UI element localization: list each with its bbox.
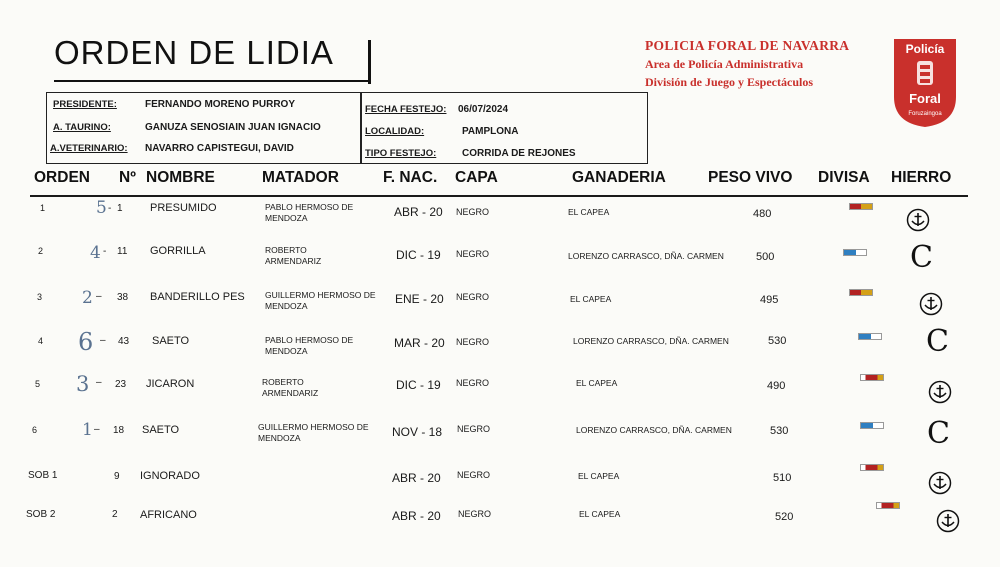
info-divider xyxy=(360,93,362,163)
row-orden: 6 xyxy=(32,425,38,435)
row-fnac: NOV - 18 xyxy=(392,425,443,439)
row-num: 43 xyxy=(118,336,130,347)
veterinario-label: A.VETERINARIO: xyxy=(50,143,128,154)
anchor-icon xyxy=(919,292,943,316)
header-hierro: HIERRO xyxy=(891,169,952,186)
tipo-label: TIPO FESTEJO: xyxy=(365,148,437,159)
header-num: Nº xyxy=(119,169,136,186)
anchor-icon xyxy=(928,471,952,495)
row-ganaderia: EL CAPEA xyxy=(578,471,620,481)
header-fnac: F. NAC. xyxy=(383,169,438,186)
row-matador: GUILLERMO HERMOSO DE MENDOZA xyxy=(258,422,369,443)
divisa-red-gold xyxy=(876,502,900,509)
row-capa: NEGRO xyxy=(456,378,490,388)
row-num: 18 xyxy=(113,425,125,436)
page-title: ORDEN DE LIDIA xyxy=(54,34,334,71)
taurino-value: GANUZA SENOSIAIN JUAN IGNACIO xyxy=(145,122,321,133)
header-peso: PESO VIVO xyxy=(708,169,793,186)
row-dash: - xyxy=(108,203,112,214)
row-peso: 500 xyxy=(756,251,775,263)
row-handwritten-order: 2 xyxy=(82,288,93,308)
row-handwritten-order: 5 xyxy=(96,198,107,218)
fecha-value: 06/07/2024 xyxy=(458,104,509,115)
row-num: 38 xyxy=(117,292,129,303)
row-orden: SOB 1 xyxy=(28,470,58,481)
row-handwritten-order: 3 xyxy=(76,372,90,396)
c-brand-icon: C xyxy=(910,240,933,275)
tipo-value: CORRIDA DE REJONES xyxy=(462,148,576,159)
row-capa: NEGRO xyxy=(456,207,490,217)
festejo-info-box xyxy=(46,92,648,164)
row-orden: 5 xyxy=(35,379,41,389)
row-handwritten-order: 1 xyxy=(82,420,93,440)
title-border-bottom xyxy=(54,80,371,82)
presidente-label: PRESIDENTE: xyxy=(53,99,117,110)
divisa-red-gold xyxy=(860,374,884,381)
header-nombre: NOMBRE xyxy=(146,169,215,186)
row-handwritten-order: 6 xyxy=(78,328,94,356)
svg-text:Foral: Foral xyxy=(909,91,941,106)
row-nombre: JICARON xyxy=(146,378,195,390)
row-dash: - xyxy=(103,246,107,257)
header-matador: MATADOR xyxy=(262,169,339,186)
row-peso: 530 xyxy=(768,335,787,347)
row-orden: 1 xyxy=(40,203,46,213)
row-dash: – xyxy=(100,335,106,346)
localidad-value: PAMPLONA xyxy=(462,126,519,137)
row-ganaderia: LORENZO CARRASCO, DÑA. CARMEN xyxy=(568,251,724,261)
fecha-label: FECHA FESTEJO: xyxy=(365,104,447,115)
divisa-blue-white xyxy=(843,249,867,256)
police-header xyxy=(645,38,849,90)
police-name: POLICIA FORAL DE NAVARRA xyxy=(645,38,850,53)
row-orden: 3 xyxy=(37,292,43,302)
row-fnac: DIC - 19 xyxy=(396,248,441,262)
row-ganaderia: EL CAPEA xyxy=(576,378,618,388)
svg-text:Policía: Policía xyxy=(905,42,945,56)
taurino-label: A. TAURINO: xyxy=(53,122,111,133)
row-nombre: AFRICANO xyxy=(140,509,197,521)
row-dash: – xyxy=(96,291,102,302)
row-nombre: SAETO xyxy=(142,424,180,436)
anchor-icon xyxy=(906,208,930,232)
police-badge-logo xyxy=(892,37,958,129)
row-peso: 490 xyxy=(767,380,786,392)
veterinario-value: NAVARRO CAPISTEGUI, DAVID xyxy=(145,143,294,154)
row-num: 23 xyxy=(115,379,127,390)
row-capa: NEGRO xyxy=(456,337,490,347)
c-brand-icon: C xyxy=(927,416,950,451)
divisa-blue-white xyxy=(860,422,884,429)
divisa-red-gold xyxy=(860,464,884,471)
header-capa: CAPA xyxy=(455,169,498,186)
row-matador: ROBERTO ARMENDARIZ xyxy=(262,377,319,398)
row-handwritten-order: 4 xyxy=(90,243,101,263)
row-orden: 2 xyxy=(38,246,44,256)
divisa-blue-white xyxy=(858,333,882,340)
row-fnac: MAR - 20 xyxy=(394,336,445,350)
row-nombre: PRESUMIDO xyxy=(150,202,217,214)
row-ganaderia: EL CAPEA xyxy=(568,207,610,217)
header-ganaderia: GANADERIA xyxy=(572,169,666,186)
row-capa: NEGRO xyxy=(457,470,491,480)
row-nombre: BANDERILLO PES xyxy=(150,291,245,303)
row-matador: PABLO HERMOSO DE MENDOZA xyxy=(265,202,354,223)
row-peso: 495 xyxy=(760,294,779,306)
row-num: 9 xyxy=(114,471,120,482)
svg-text:Foruzaingoa: Foruzaingoa xyxy=(908,111,942,117)
row-peso: 520 xyxy=(775,511,794,523)
row-peso: 530 xyxy=(770,425,789,437)
row-fnac: ABR - 20 xyxy=(392,509,441,523)
row-peso: 510 xyxy=(773,472,792,484)
row-nombre: GORRILLA xyxy=(150,245,206,257)
row-matador: GUILLERMO HERMOSO DE MENDOZA xyxy=(265,290,376,311)
row-capa: NEGRO xyxy=(456,249,490,259)
header-rule xyxy=(30,195,968,197)
row-capa: NEGRO xyxy=(458,509,492,519)
row-fnac: ABR - 20 xyxy=(392,471,441,485)
localidad-label: LOCALIDAD: xyxy=(365,126,425,137)
row-ganaderia: EL CAPEA xyxy=(570,294,612,304)
row-num: 1 xyxy=(117,203,123,214)
divisa-red-gold xyxy=(849,289,873,296)
row-ganaderia: LORENZO CARRASCO, DÑA. CARMEN xyxy=(573,336,729,346)
row-fnac: ENE - 20 xyxy=(395,292,444,306)
row-fnac: DIC - 19 xyxy=(396,378,441,392)
row-orden: 4 xyxy=(38,336,44,346)
header-divisa: DIVISA xyxy=(818,169,870,186)
row-capa: NEGRO xyxy=(457,424,491,434)
row-matador: PABLO HERMOSO DE MENDOZA xyxy=(265,335,354,356)
anchor-icon xyxy=(936,509,960,533)
row-ganaderia: LORENZO CARRASCO, DÑA. CARMEN xyxy=(576,425,732,435)
anchor-icon xyxy=(928,380,952,404)
row-orden: SOB 2 xyxy=(26,509,56,520)
row-dash: – xyxy=(94,424,100,435)
row-peso: 480 xyxy=(753,208,772,220)
police-division: División de Juego y Espectáculos xyxy=(645,75,814,89)
police-area: Area de Policía Administrativa xyxy=(645,57,804,71)
title-border-right xyxy=(368,40,371,84)
row-capa: NEGRO xyxy=(456,292,490,302)
c-brand-icon: C xyxy=(926,324,949,359)
row-fnac: ABR - 20 xyxy=(394,205,443,219)
presidente-value: FERNANDO MORENO PURROY xyxy=(145,99,296,110)
row-num: 11 xyxy=(117,246,128,257)
row-matador: ROBERTO ARMENDARIZ xyxy=(265,245,322,266)
row-nombre: SAETO xyxy=(152,335,190,347)
row-nombre: IGNORADO xyxy=(140,470,200,482)
row-ganaderia: EL CAPEA xyxy=(579,509,621,519)
header-orden: ORDEN xyxy=(34,169,90,186)
row-dash: – xyxy=(96,377,102,388)
row-num: 2 xyxy=(112,509,118,520)
divisa-red-gold xyxy=(849,203,873,210)
